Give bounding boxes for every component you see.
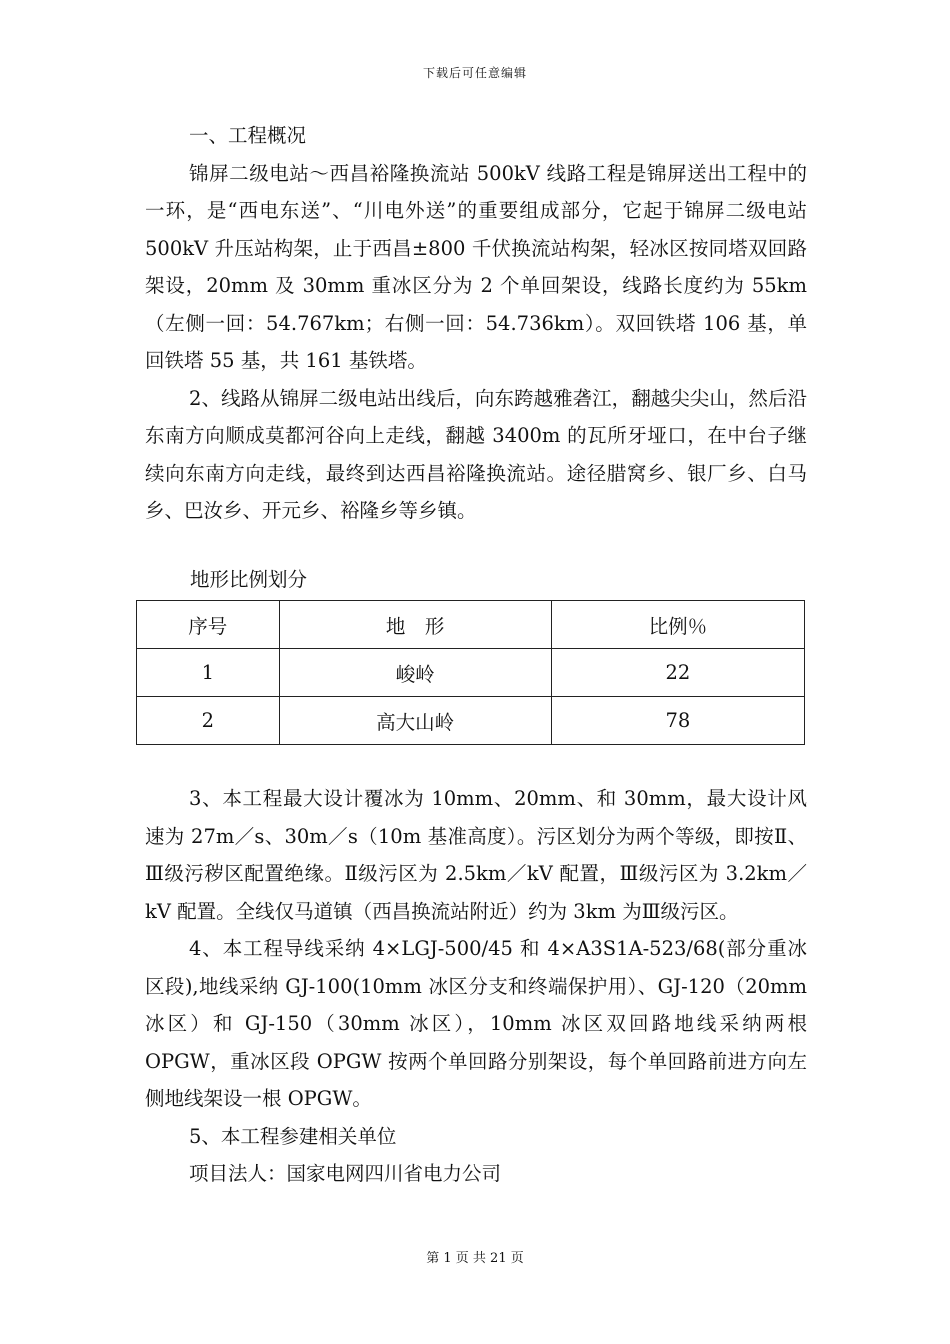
table-header-cell: 地 形 — [279, 601, 551, 649]
paragraph-overview: 锦屏二级电站～西昌裕隆换流站 500kV 线路工程是锦屏送出工程中的一环，是“西电东送”、“川电外送”的重要组成部分，它起于锦屏二级电站 500kV 升压站构架，止于西昌±800 千伏换流站构架，轻冰区按同塔双回路架设，20mm 及 30mm 重冰区分为 2 个单回架设，线路长度约为 55km（左侧一回：54.767km；右侧一回：54.736km）。双回铁塔 106 基，单回铁塔 55 基，共 161 基铁塔。 — [145, 161, 807, 372]
paragraph-route: 2、线路从锦屏二级电站出线后，向东跨越雅砻江，翻越尖尖山，然后沿东南方向顺成莫都河谷向上走线，翻越 3400m 的瓦所牙垭口，在中台子继续向东南方向走线，最终到达西昌裕隆换流站。途径腊窝乡、银厂乡、白马乡、巴汝乡、开元乡、裕隆乡等乡镇。 — [145, 386, 807, 522]
table-caption: 地形比例划分 — [190, 568, 308, 591]
page-header: 下载后可任意编辑 — [422, 66, 527, 80]
table-cell: 2 — [137, 697, 280, 745]
paragraph-units-title: 5、本工程参建相关单位 — [189, 1124, 397, 1148]
table-cell: 22 — [551, 649, 804, 697]
paragraph-project-owner: 项目法人：国家电网四川省电力公司 — [189, 1162, 502, 1185]
paragraph-conductor: 4、本工程导线采纳 4×LGJ-500/45 和 4×A3S1A-523/68(部分重冰区段),地线采纳 GJ-100(10mm 冰区分支和终端保护用）、GJ-120（20mm 冰区）和 GJ-150（30mm 冰区），10mm 冰区双回路地线采纳两根 OPGW，重冰区段 OPGW 按两个单回路分别架设，每个单回路前进方向左侧地线架设一根 OPGW。 — [145, 937, 807, 1110]
paragraph-ice-wind: 3、本工程最大设计覆冰为 10mm、20mm、和 30mm，最大设计风速为 27m／s、30m／s（10m 基准高度）。污区划分为两个等级，即按Ⅱ、Ⅲ级污秽区配置绝缘。Ⅱ级污区为 2.5km／kV 配置，Ⅲ级污区为 3.2km／kV 配置。全线仅马道镇（西昌换流站附近）约为 3km 为Ⅲ级污区。 — [145, 787, 807, 923]
table-header-row — [137, 601, 805, 649]
section-title-overview: 一、工程概况 — [189, 124, 307, 147]
table-header-cell: 比例％ — [551, 601, 804, 649]
table-row — [137, 697, 805, 745]
table-cell: 高大山岭 — [279, 697, 551, 745]
page-footer: 第 1 页 共 21 页 — [426, 1251, 524, 1266]
table-header-cell: 序号 — [137, 601, 280, 649]
table-cell: 78 — [551, 697, 804, 745]
table-cell: 1 — [137, 649, 280, 697]
section-overview — [145, 117, 807, 530]
section-design — [145, 780, 807, 1193]
table-cell: 峻岭 — [279, 649, 551, 697]
table-row — [137, 649, 805, 697]
terrain-ratio-table — [136, 600, 805, 745]
